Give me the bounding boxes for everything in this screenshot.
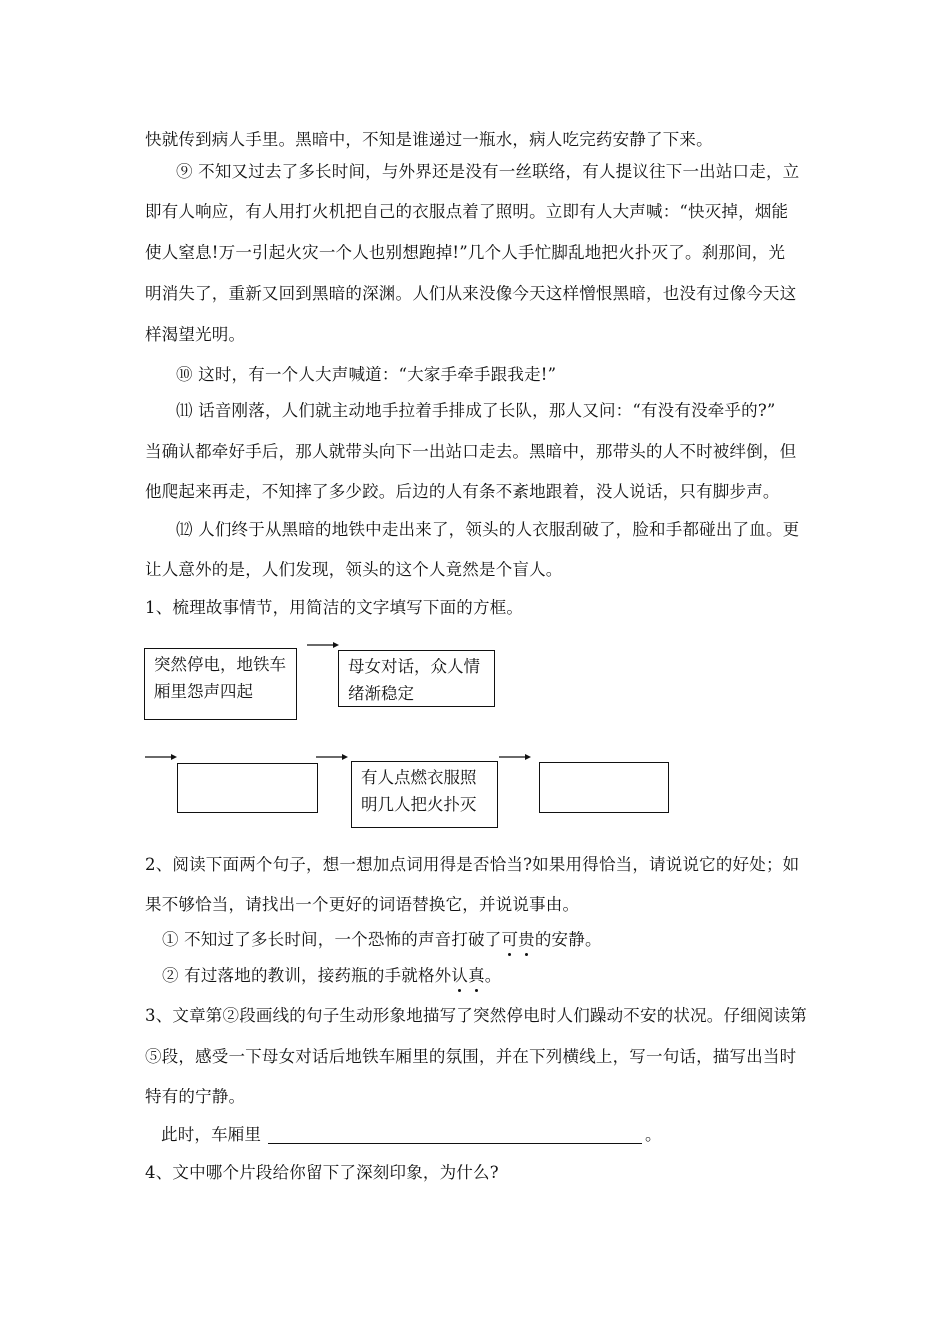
plot-box-4: 有人点燃衣服照明几人把火扑灭 (351, 761, 498, 828)
question-3-prompt-line-1: 3、文章第②段画线的句子生动形象地描写了突然停电时人们躁动不安的状况。仔细阅读第 (145, 1006, 807, 1025)
paragraph-12-line-2: 让人意外的是，人们发现，领头的这个人竟然是个盲人。 (145, 560, 563, 579)
question-3-answer-line[interactable] (268, 1125, 642, 1144)
question-4-prompt: 4、文中哪个片段给你留下了深刻印象，为什么? (145, 1163, 499, 1182)
emphasis-dot-char: 认 (451, 966, 469, 985)
paragraph-9-line-5: 样渴望光明。 (145, 325, 246, 344)
emphasis-dot-char: 贵 (518, 930, 535, 949)
plot-box-3-blank[interactable] (177, 763, 318, 813)
question-2-prompt-line-1: 2、阅读下面两个句子，想一想加点词用得是否恰当?如果用得恰当，请说说它的好处；如 (145, 855, 800, 874)
paragraph-11-line-3: 他爬起来再走，不知摔了多少跤。后边的人有条不紊地跟着，没人说话，只有脚步声。 (145, 482, 780, 501)
emphasis-dot-char: 可 (501, 930, 519, 949)
question-1-prompt: 1、梳理故事情节，用简洁的文字填写下面的方框。 (145, 598, 524, 617)
question-3-answer-prefix: 此时，车厢里 (161, 1125, 262, 1144)
paragraph-9-line-2: 即有人响应，有人用打火机把自己的衣服点着了照明。立即有人大声喊：“快灭掉，烟能 (145, 202, 789, 221)
question-3-prompt-line-2: ⑤段，感受一下母女对话后地铁车厢里的氛围，并在下列横线上，写一句话，描写出当时 (145, 1047, 797, 1066)
emphasis-dot-char: 真 (468, 966, 485, 985)
question-2-prompt-line-2: 果不够恰当，请找出一个更好的词语替换它，并说说事由。 (145, 895, 580, 914)
question-2-sentence-1: ① 不知过了多长时间，一个恐怖的声音打破了可贵的安静。 (162, 930, 602, 949)
paragraph-10: ⑩ 这时，有一个人大声喊道：“大家手牵手跟我走!” (176, 365, 557, 384)
question-3-answer-suffix: 。 (645, 1125, 662, 1144)
paragraph-11-line-2: 当确认都牵好手后，那人就带头向下一出站口走去。黑暗中，那带头的人不时被绊倒，但 (145, 442, 797, 461)
paragraph-12-line-1: ⑿ 人们终于从黑暗的地铁中走出来了，领头的人衣服刮破了，脸和手都碰出了血。更 (176, 520, 800, 539)
question-3-prompt-line-3: 特有的宁静。 (145, 1087, 246, 1106)
plot-box-5-blank[interactable] (539, 762, 669, 813)
plot-box-2: 母女对话，众人情绪渐稳定 (338, 650, 495, 707)
plot-box-1: 突然停电，地铁车厢里怨声四起 (144, 648, 297, 720)
arrow-right-icon (499, 752, 531, 762)
paragraph-11-line-1: ⑾ 话音刚落，人们就主动地手拉着手排成了长队，那人又问：“有没有没牵乎的?” (176, 401, 776, 420)
paragraph-continuation: 快就传到病人手里。黑暗中，不知是谁递过一瓶水，病人吃完药安静了下来。 (145, 130, 713, 149)
arrow-right-icon (316, 752, 348, 762)
paragraph-9-line-1: ⑨ 不知又过去了多长时间，与外界还是没有一丝联络，有人提议往下一出站口走，立 (176, 162, 800, 181)
question-2-sentence-2: ② 有过落地的教训，接药瓶的手就格外认真。 (162, 966, 502, 985)
paragraph-9-line-4: 明消失了，重新又回到黑暗的深渊。人们从来没像今天这样憎恨黑暗，也没有过像今天这 (145, 284, 797, 303)
arrow-right-icon (307, 640, 339, 650)
arrow-right-icon (145, 752, 177, 762)
paragraph-9-line-3: 使人窒息!万一引起火灾一个人也别想跑掉!”几个人手忙脚乱地把火扑灭了。刹那间，光 (145, 243, 786, 262)
